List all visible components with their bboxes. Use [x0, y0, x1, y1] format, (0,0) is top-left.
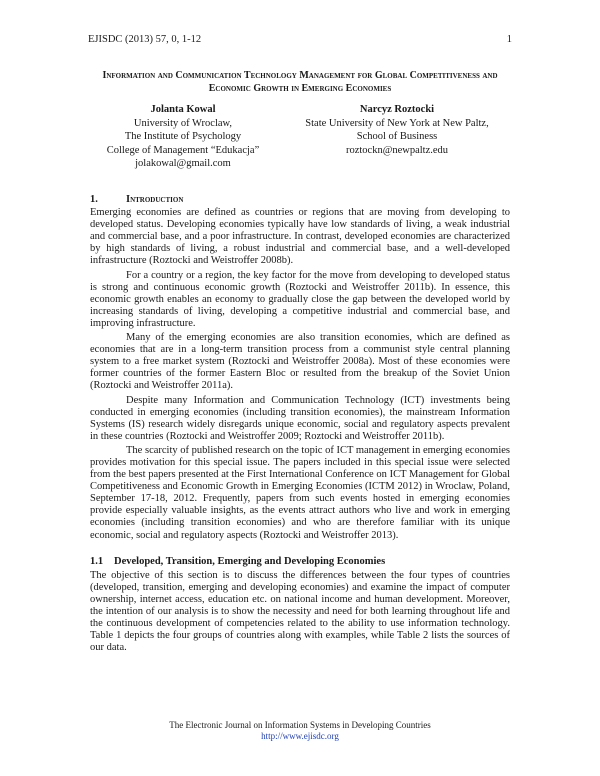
paragraph: The scarcity of published research on the topic of ICT management in emerging economies provides motivation for this special issue. The papers included in this special issue were selected from the best papers presented at the First International Conference on ICT Management for Global Competitiveness and Economic Growth in Emerging Economies (ICTM 2012) in Wroclaw, Poland, September 17-18, 2012. Frequently, papers from such events hosted in emerging economies provide especially valuable insights, as the events attract authors who live and work in emerging economies (including transition economies) and who are therefore familiar with its unique economic, social and regulatory aspects (Roztocki and Weistroffer 2013).: [90, 444, 510, 541]
author-email: roztockn@newpaltz.edu: [345, 144, 449, 156]
author-name: Narcyz Roztocki: [359, 104, 435, 115]
author-affiliation: College of Management “Edukacja”: [106, 144, 260, 156]
page-number: 1: [506, 34, 512, 45]
author-name: Jolanta Kowal: [150, 104, 216, 115]
page-footer: [0, 720, 600, 742]
paragraph: Despite many Information and Communication Technology (ICT) investments being conducted in emerging economies (including transition economies), the mainstream Information Systems (IS) research widely disregards unique economic, social and regulatory aspects prevalent in these countries (Roztocki and Weistroffer 2009; Roztocki and Weistroffer 2011b).: [90, 394, 510, 442]
footer-link[interactable]: http://www.ejisdc.org: [261, 731, 339, 741]
author-email: jolakowal@gmail.com: [135, 158, 231, 169]
running-head: [88, 34, 512, 45]
paper-body: [90, 194, 510, 656]
author-affiliation: State University of New York at New Paltz,: [305, 117, 489, 129]
author-1: [88, 103, 278, 171]
subsection-number: 1.1: [90, 555, 104, 567]
subsection-title: Developed, Transition, Emerging and Developing Economies: [114, 555, 386, 567]
author-2: [282, 103, 512, 171]
journal-citation: EJISDC (2013) 57, 0, 1-12: [88, 34, 202, 45]
footer-journal: The Electronic Journal on Information Systems in Developing Countries: [169, 720, 431, 730]
section-title: Introduction: [126, 194, 184, 205]
author-affiliation: The Institute of Psychology: [124, 131, 242, 142]
author-affiliation: University of Wroclaw,: [133, 117, 233, 129]
section-heading: [90, 194, 510, 206]
paper-title: Information and Communication Technology Management for Global Competitiveness and Economic Growth in Emerging Economies: [102, 70, 498, 94]
subsection-heading: [90, 556, 510, 568]
section-number: 1.: [90, 194, 98, 205]
author-block: [88, 103, 512, 171]
paragraph: For a country or a region, the key factor for the move from developing to developed status is strong and continuous economic growth (Roztocki and Weistroffer 2011b). In essence, this economic growth enables an economy to gradually close the gap between the developed world by increasing standards of living, developing a competitive industrial and commercial base, and improving infrastructure.: [90, 269, 510, 329]
author-affiliation: School of Business: [356, 131, 438, 142]
paragraph: Emerging economies are defined as countries or regions that are moving from developing to developed status. Developing economies typically have low standards of living, a weak industrial and commercial base, and a poor infrastructure. In contrast, developed economies are characterized by high standards of living, a robust industrial and commercial base, and a well-developed infrastructure (Roztocki and Weistroffer 2008b).: [90, 207, 510, 267]
paragraph: Many of the emerging economies are also transition economies, which are defined as economies that are in a long-term transition process from a communist style central planning system to a free market system (Roztocki and Weistroffer 2008a). Most of these economies were former countries of the former Eastern Bloc or resulted from the breakup of the Soviet Union (Roztocki and Weistroffer 2011a).: [90, 332, 510, 392]
paragraph: The objective of this section is to discuss the differences between the four types of countries (developed, transition, emerging and developing economies) and examine the impact of computer ownership, internet access, education etc. on national income and human development. Moreover, the intention of our analysis is to show the necessity and need for both learning throughout life and the continuous development of competencies related to the ability to use information technology. Table 1 depicts the four groups of countries along with examples, while Table 2 lists the sources of our data.: [90, 569, 510, 654]
